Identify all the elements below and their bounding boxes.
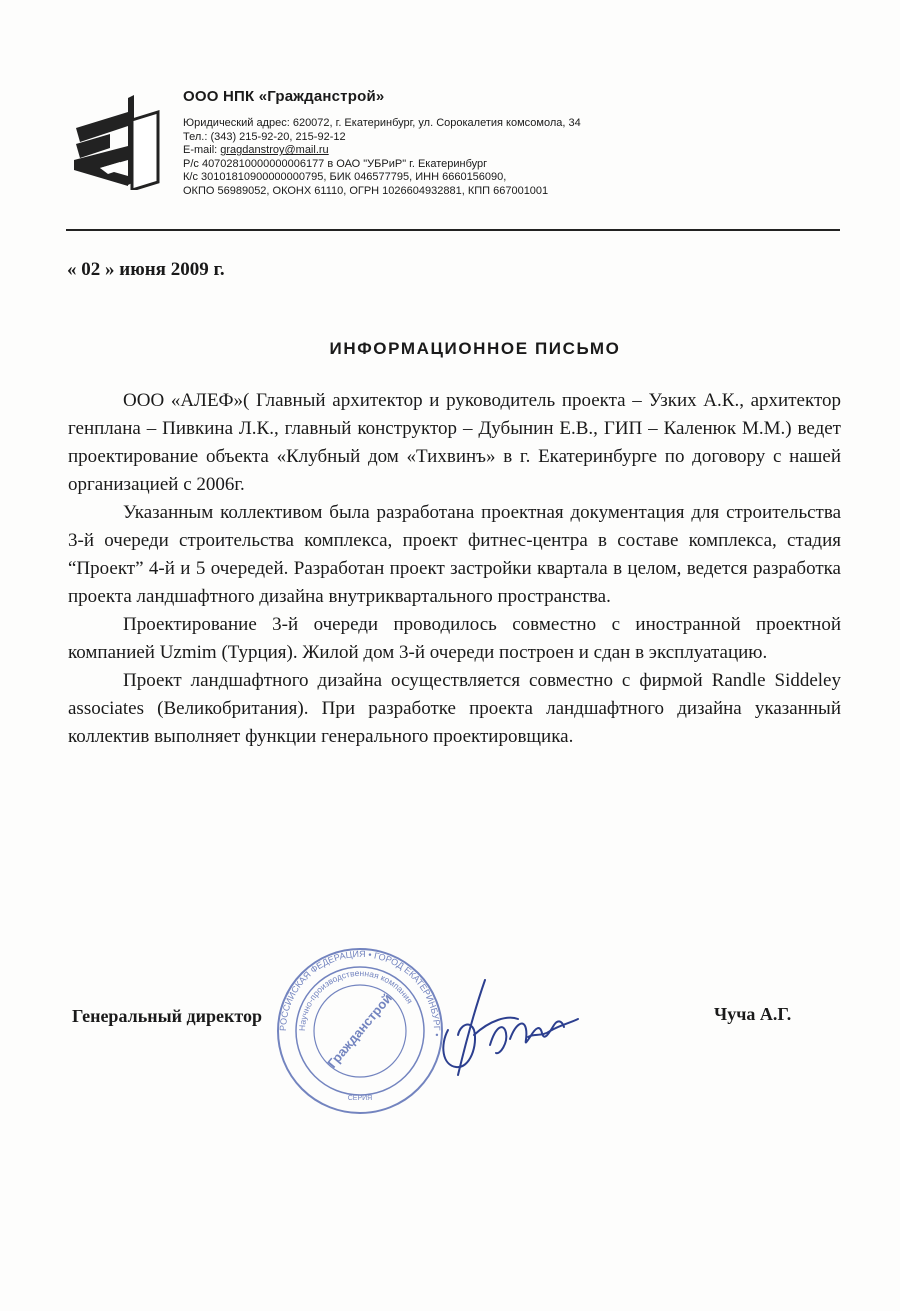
letter-title: ИНФОРМАЦИОННОЕ ПИСЬМО xyxy=(329,339,621,358)
signatory-position: Генеральный директор xyxy=(72,1006,262,1026)
letter-body xyxy=(68,387,841,751)
registration-codes-line: ОКПО 56989052, ОКОНХ 61110, ОГРН 1026604932881, КПП 667001001 xyxy=(183,184,549,197)
paragraph: Проект ландшафтного дизайна осуществляется совместно с фирмой Randle Siddeley associates (Великобритания). При разработке проекта ландшафтного дизайна указанный коллектив выполняет функции генерального проектировщика. xyxy=(68,670,841,747)
stamp-series-text: СЕРИЯ xyxy=(347,1095,373,1102)
company-logo-icon xyxy=(70,90,160,190)
signature-icon xyxy=(430,975,590,1085)
stamp-outer-text: РОССИЙСКАЯ ФЕДЕРАЦИЯ • ГОРОД ЕКАТЕРИНБУРГ • xyxy=(277,948,443,1037)
paragraph: Проектирование 3-й очереди проводилось совместно с иностранной проектной компанией Uzmim (Турция). Жилой дом 3-й очереди построен и сдан в эксплуатацию. xyxy=(68,614,841,663)
stamp-inner-text: Научно-производственная компания xyxy=(296,967,415,1032)
correspondent-account-line: К/с 30101810900000000795, БИК 046577795, ИНН 6660156090, xyxy=(183,171,507,184)
company-name: ООО НПК «Гражданстрой» xyxy=(183,88,385,105)
company-stamp-icon xyxy=(275,946,445,1116)
letter-date: « 02 » июня 2009 г. xyxy=(67,259,225,280)
legal-address: Юридический адрес: 620072, г. Екатеринбург, ул. Сорокалетия комсомола, 34 xyxy=(183,117,581,129)
stamp-center-text: Гражданстрой xyxy=(324,990,395,1071)
email-line xyxy=(183,144,823,158)
phone-line: Тел.: (343) 215-92-20, 215-92-12 xyxy=(183,130,346,143)
letterhead xyxy=(183,88,823,199)
paragraph: Указанным коллективом была разработана проектная документация для строительства 3-й очереди строительства комплекса, проект фитнес-центра в составе комплекса, стадия “Проект” 4-й и 5 очередей. Разработан проект застройки квартала в целом, ведется разработка проекта ландшафтного дизайна внутриквартального пространства. xyxy=(68,502,841,607)
bank-account-line: Р/с 40702810000000006177 в ОАО "УБРиР" г. Екатеринбург xyxy=(183,157,488,170)
email-link[interactable]: gragdanstroy@mail.ru xyxy=(220,144,329,157)
signatory-name: Чуча А.Г. xyxy=(714,1004,792,1024)
header-divider xyxy=(66,229,840,231)
paragraph: ООО «АЛЕФ»( Главный архитектор и руководитель проекта – Узких А.К., архитектор генплана – Пивкина Л.К., главный конструктор – Дубынин Е.В., ГИП – Каленюк М.М.) ведет проектирование объекта «Клубный дом «Тихвинъ» в г. Екатеринбурге по договору с нашей организацией с 2006г. xyxy=(68,390,841,495)
email-label: E-mail: xyxy=(183,144,221,157)
